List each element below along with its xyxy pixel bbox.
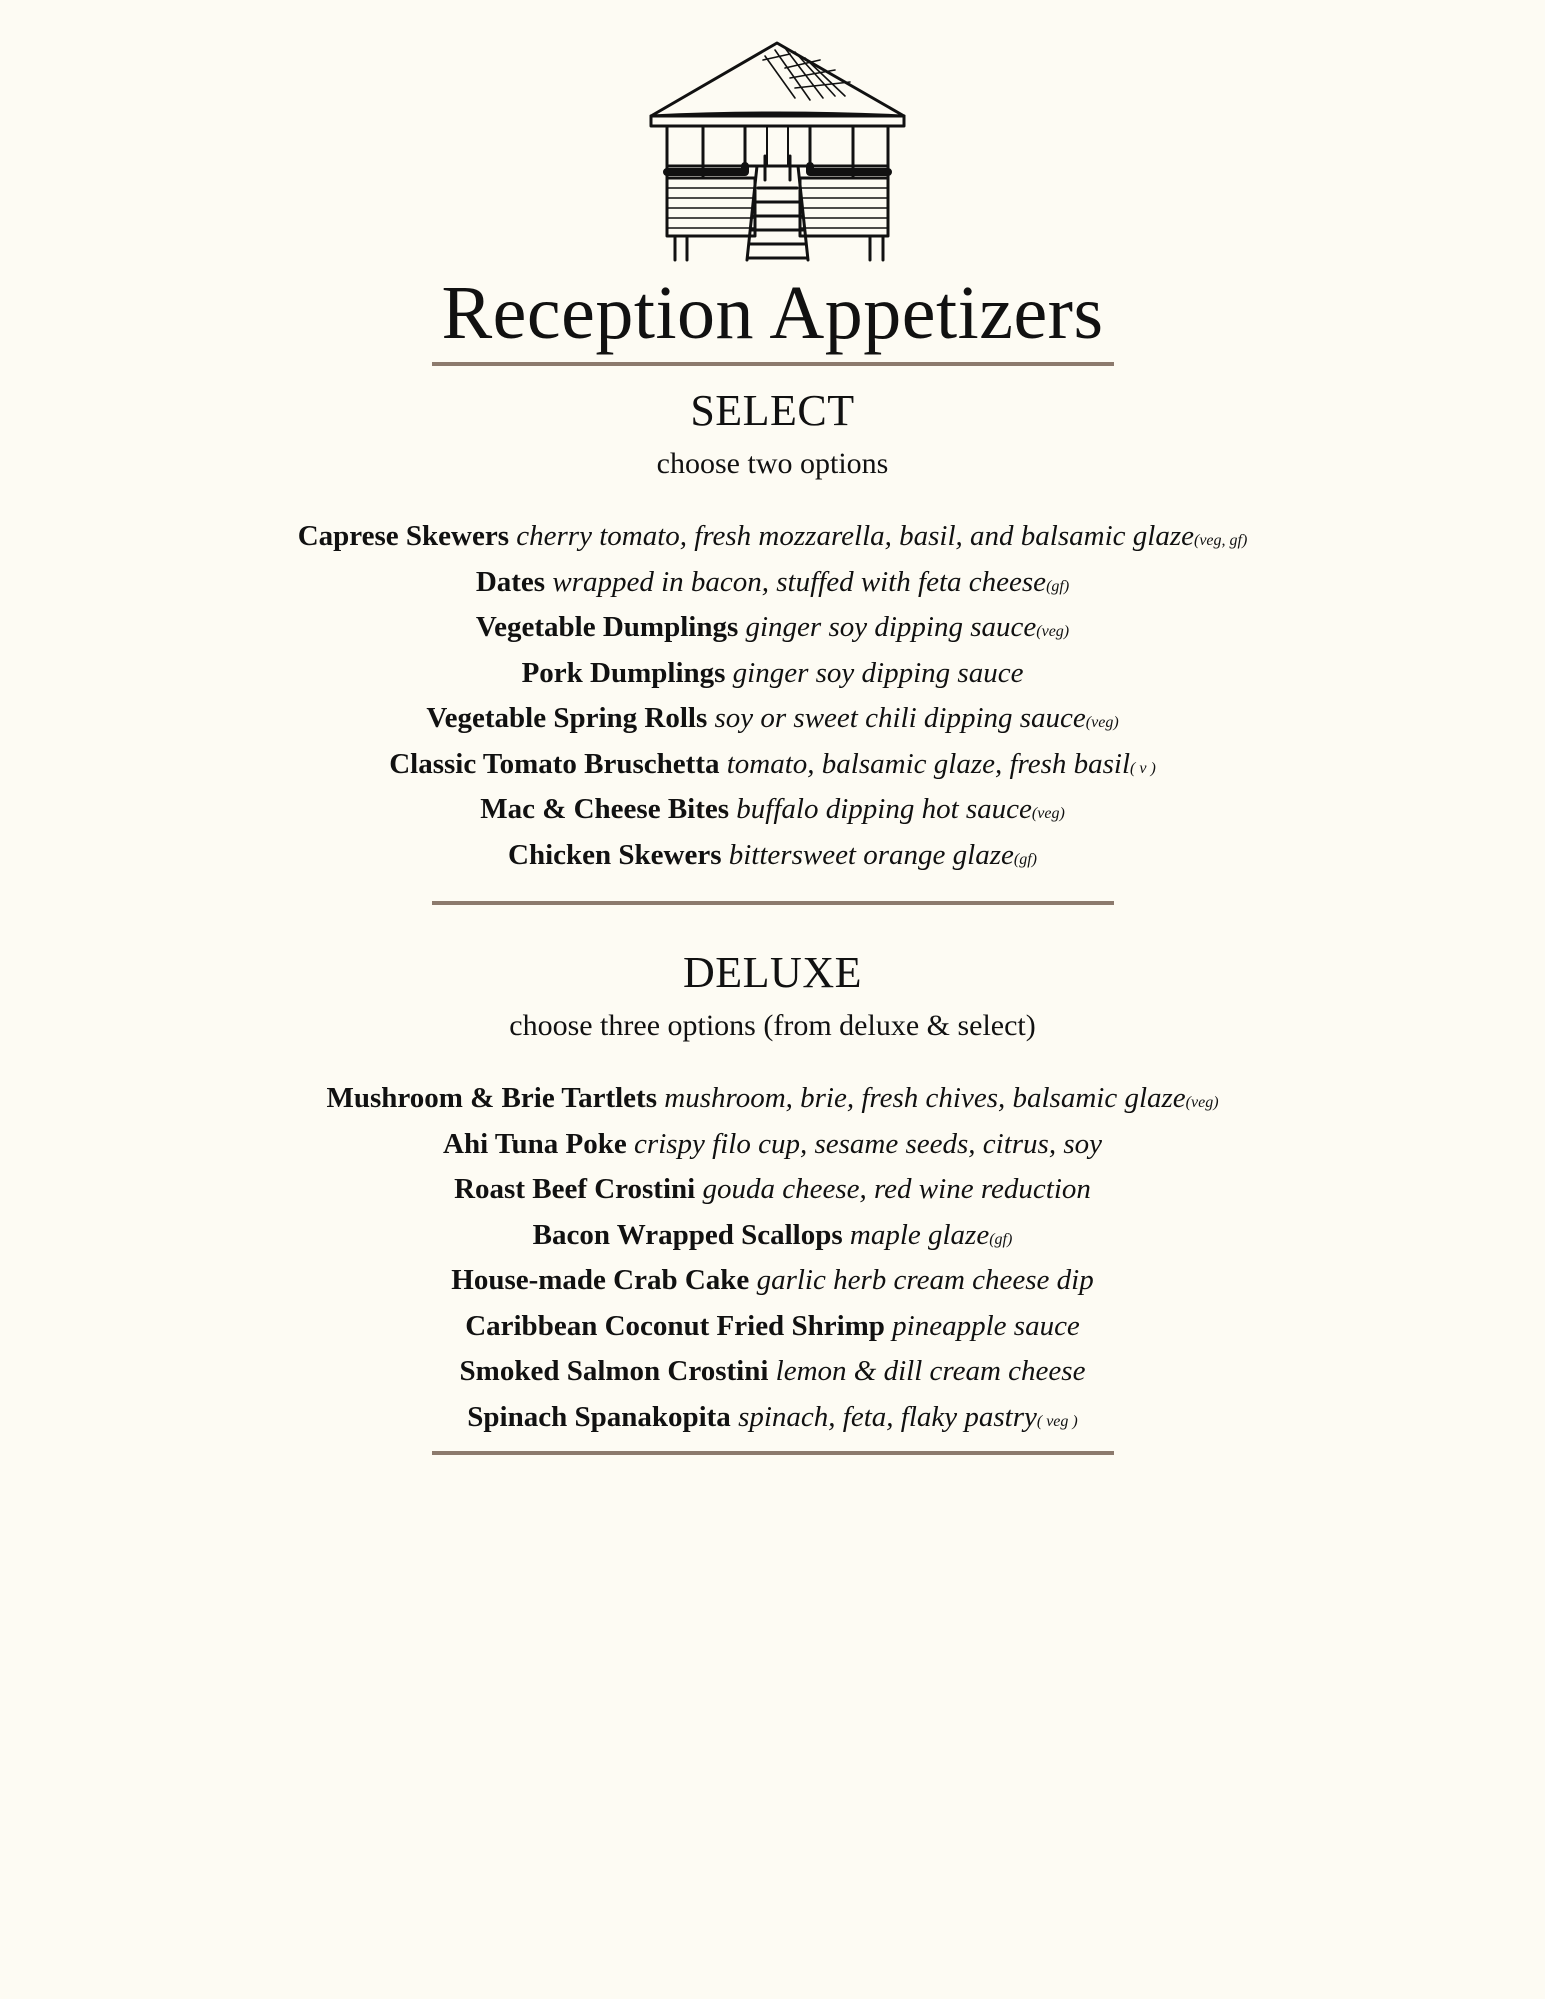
dietary-tag: ( veg ) — [1036, 1412, 1078, 1430]
item-name: Pork Dumplings — [521, 656, 726, 689]
item-description: ginger soy dipping sauce — [745, 611, 1037, 643]
item-description: spinach, feta, flaky pastry — [738, 1400, 1037, 1433]
item-description: ginger soy dipping sauce — [732, 656, 1024, 689]
section-subheading-deluxe: choose three options (from deluxe & select) — [509, 1009, 1036, 1042]
list-item — [0, 1351, 1545, 1397]
item-name: Ahi Tuna Poke — [443, 1127, 627, 1160]
item-name: Chicken Skewers — [508, 838, 722, 871]
section-heading-select: SELECT — [690, 386, 855, 435]
deluxe-item-list — [0, 1078, 1545, 1442]
item-description: lemon & dill cream cheese — [775, 1355, 1086, 1387]
item-name: Roast Beef Crostini — [454, 1173, 696, 1205]
item-description: crispy filo cup, sesame seeds, citrus, soy — [634, 1127, 1102, 1160]
list-item — [0, 1169, 1545, 1215]
list-item — [0, 516, 1545, 562]
list-item — [0, 653, 1545, 699]
item-description: maple glaze — [849, 1218, 990, 1251]
select-item-list — [0, 516, 1545, 880]
item-name: Vegetable Dumplings — [475, 611, 739, 643]
dietary-tag: (gf) — [989, 1230, 1013, 1248]
title-divider — [432, 362, 1114, 366]
dietary-tag: (veg) — [1031, 805, 1065, 822]
list-item — [0, 1124, 1545, 1170]
list-item — [0, 835, 1545, 881]
list-item — [0, 562, 1545, 608]
section-subheading-select: choose two options — [656, 447, 889, 480]
item-description: mushroom, brie, fresh chives, balsamic glaze — [664, 1082, 1186, 1114]
list-item — [0, 607, 1545, 653]
item-description: bittersweet orange glaze — [728, 838, 1014, 871]
dietary-tag: (gf) — [1046, 577, 1070, 595]
page-title: Reception Appetizers — [441, 271, 1104, 355]
item-name: Mushroom & Brie Tartlets — [326, 1082, 657, 1114]
list-item — [0, 1397, 1545, 1443]
dietary-tag: (veg, gf) — [1193, 532, 1248, 549]
hut-logo-icon — [645, 38, 910, 263]
dietary-tag: (gf) — [1013, 850, 1037, 868]
section-divider — [432, 1451, 1114, 1455]
list-item — [0, 1306, 1545, 1352]
item-name: Smoked Salmon Crostini — [459, 1355, 769, 1387]
list-item — [0, 698, 1545, 744]
dietary-tag: ( v ) — [1130, 759, 1156, 777]
list-item — [0, 1078, 1545, 1124]
item-description: cherry tomato, fresh mozzarella, basil, and balsamic glaze — [516, 520, 1194, 552]
list-item — [0, 744, 1545, 790]
list-item — [0, 789, 1545, 835]
item-description: gouda cheese, red wine reduction — [702, 1173, 1091, 1205]
item-name: Spinach Spanakopita — [467, 1400, 731, 1433]
item-name: Caprese Skewers — [297, 520, 510, 552]
section-heading-deluxe: DELUXE — [683, 948, 862, 997]
item-description: pineapple sauce — [892, 1309, 1080, 1342]
item-name: Vegetable Spring Rolls — [426, 702, 708, 734]
item-description: wrapped in bacon, stuffed with feta cheese — [552, 565, 1047, 598]
item-name: Classic Tomato Bruschetta — [389, 747, 720, 780]
item-name: House-made Crab Cake — [451, 1264, 750, 1296]
item-name: Mac & Cheese Bites — [480, 793, 730, 825]
item-name: Dates — [475, 565, 546, 598]
section-divider — [432, 901, 1114, 905]
dietary-tag: (veg) — [1185, 1094, 1219, 1111]
dietary-tag: (veg) — [1036, 623, 1070, 640]
list-item — [0, 1215, 1545, 1261]
item-description: garlic herb cream cheese dip — [756, 1264, 1094, 1296]
item-description: tomato, balsamic glaze, fresh basil — [726, 747, 1131, 780]
item-description: buffalo dipping hot sauce — [736, 793, 1032, 825]
item-name: Bacon Wrapped Scallops — [532, 1218, 843, 1251]
dietary-tag: (veg) — [1085, 714, 1119, 731]
item-name: Caribbean Coconut Fried Shrimp — [465, 1309, 885, 1342]
list-item — [0, 1260, 1545, 1306]
item-description: soy or sweet chili dipping sauce — [714, 702, 1086, 734]
